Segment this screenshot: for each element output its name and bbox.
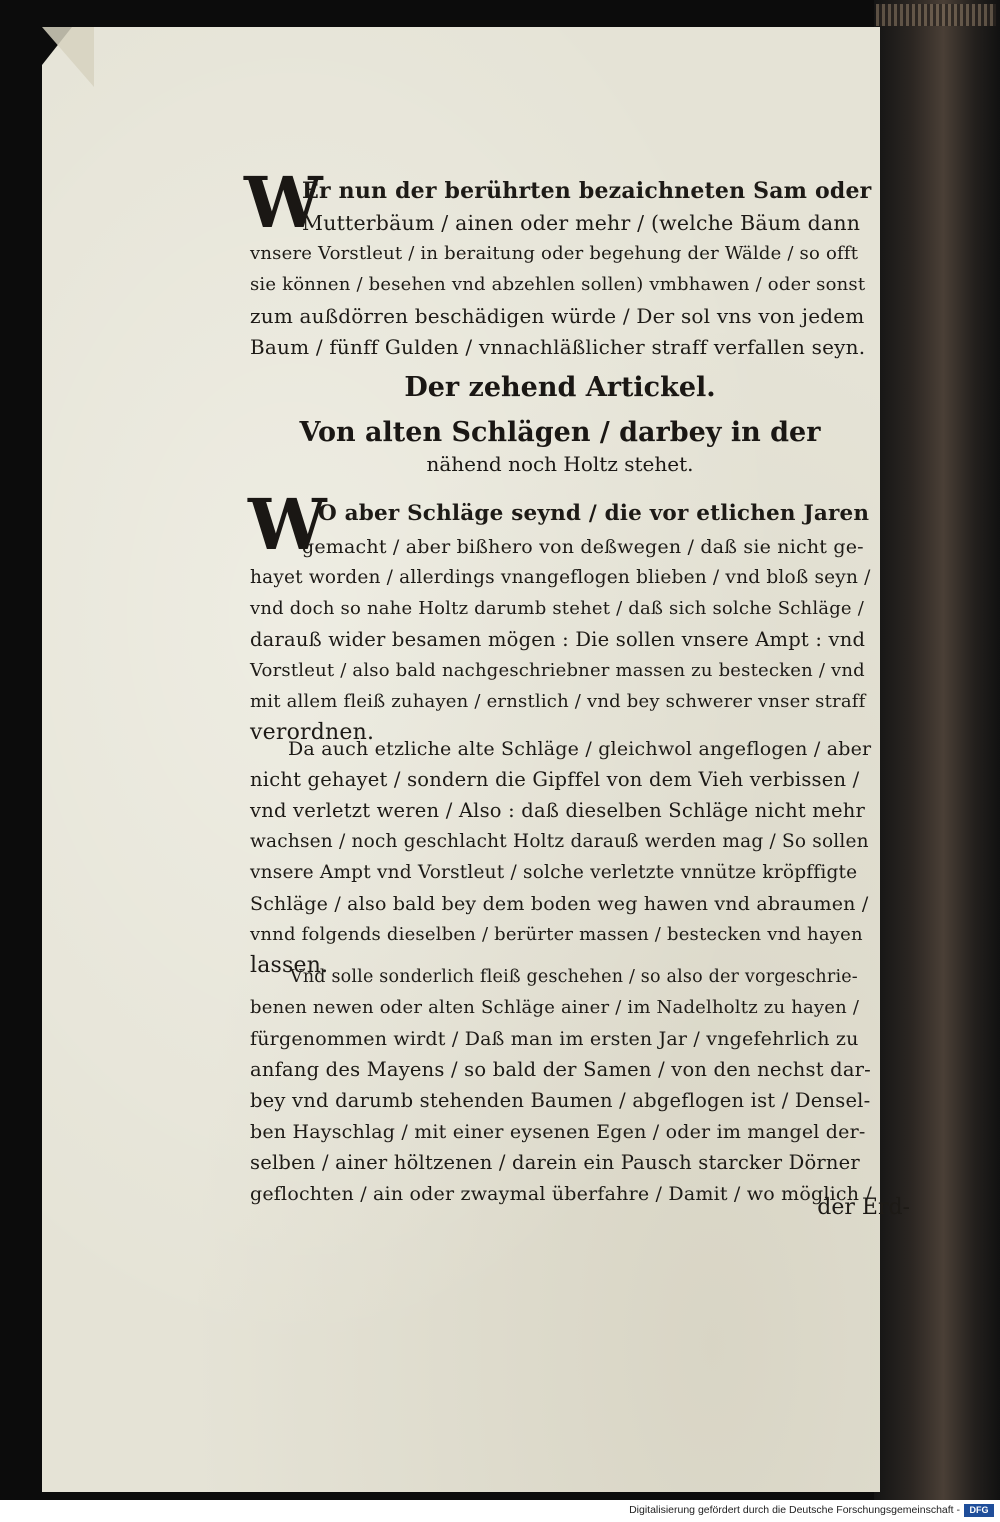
text-line: vnnd folgends dieselben / berürter massen / bestecken vnd hayen xyxy=(250,924,863,945)
text-line: zum außdörren beschädigen würde / Der sol vns von jedem xyxy=(250,304,865,328)
text-line: benen newen oder alten Schläge ainer / im Nadelholtz zu hayen / xyxy=(250,997,860,1018)
text-line: Da auch etzliche alte Schläge / gleichwol angeflogen / aber xyxy=(288,738,872,760)
catchword: der Erd- xyxy=(817,1195,910,1220)
text-line: vnd verletzt weren / Also : daß dieselben Schläge nicht mehr xyxy=(250,799,866,822)
text-line: Vnd solle sonderlich fleiß geschehen / so also der vorgeschrie- xyxy=(290,967,858,987)
text-line: bey vnd darumb stehenden Baumen / abgeflogen ist / Densel- xyxy=(250,1089,871,1112)
footer-credit: Digitalisierung gefördert durch die Deutsche Forschungsgemeinschaft - xyxy=(629,1504,960,1516)
text-line: darauß wider besamen mögen : Die sollen vnsere Ampt : vnd xyxy=(250,628,866,651)
text-line: Er nun der berührten bezaichneten Sam oder xyxy=(302,178,872,204)
article-heading: Der zehend Artickel. xyxy=(404,372,716,403)
text-line: vnd doch so nahe Holtz darumb stehet / daß sich solche Schläge / xyxy=(250,598,864,619)
dfg-logo-icon: DFG xyxy=(964,1504,994,1517)
text-line: geflochten / ain oder zwaymal überfahre / Damit / wo möglich / xyxy=(250,1183,873,1205)
text-line: nicht gehayet / sondern die Gipffel von dem Vieh verbissen / xyxy=(250,768,860,791)
text-line: vnsere Ampt vnd Vorstleut / solche verletzte vnnütze kröpffigte xyxy=(250,862,858,883)
text-line: wachsen / noch geschlacht Holtz darauß werden mag / So sollen xyxy=(250,831,869,852)
text-line: selben / ainer höltzenen / darein ein Pausch starcker Dörner xyxy=(250,1151,860,1174)
book-spine xyxy=(874,0,1000,1500)
text-line: Schläge / also bald bey dem boden weg hawen vnd abraumen / xyxy=(250,893,869,915)
text-line: lassen. xyxy=(250,953,329,978)
text-line: gemacht / aber bißhero von deßwegen / daß sie nicht ge- xyxy=(302,536,864,558)
spine-edge xyxy=(876,4,996,26)
text-line: O aber Schläge seynd / die vor etlichen Jaren xyxy=(318,501,870,526)
article-subheading: Von alten Schlägen / darbey in der xyxy=(299,417,821,448)
text-line: Baum / fünff Gulden / vnnachläßlicher straff verfallen seyn. xyxy=(250,335,866,359)
article-subheading: nähend noch Holtz stehet. xyxy=(426,452,694,476)
text-line: vnsere Vorstleut / in beraitung oder begehung der Wälde / so offt xyxy=(250,243,859,264)
text-line: sie können / besehen vnd abzehlen sollen) vmbhawen / oder sonst xyxy=(250,274,866,295)
text-line: Mutterbäum / ainen oder mehr / (welche Bäum dann xyxy=(302,211,861,235)
text-line: mit allem fleiß zuhayen / ernstlich / vnd bey schwerer vnser straff xyxy=(250,691,866,712)
text-line: Vorstleut / also bald nachgeschriebner massen zu bestecken / vnd xyxy=(250,660,865,681)
drop-cap-initial: W xyxy=(248,483,327,566)
text-line: fürgenommen wirdt / Daß man im ersten Jar / vngefehrlich zu xyxy=(250,1028,859,1050)
text-line: ben Hayschlag / mit einer eysenen Egen / oder im mangel der- xyxy=(250,1121,866,1143)
drop-cap-initial: W xyxy=(244,161,323,244)
text-line: hayet worden / allerdings vnangeflogen blieben / vnd bloß seyn / xyxy=(250,567,871,588)
text-line: verordnen. xyxy=(250,720,375,745)
text-line: anfang des Mayens / so bald der Samen / von den nechst dar- xyxy=(250,1058,871,1081)
footer-bar xyxy=(0,1500,1000,1522)
folded-corner xyxy=(42,27,94,87)
